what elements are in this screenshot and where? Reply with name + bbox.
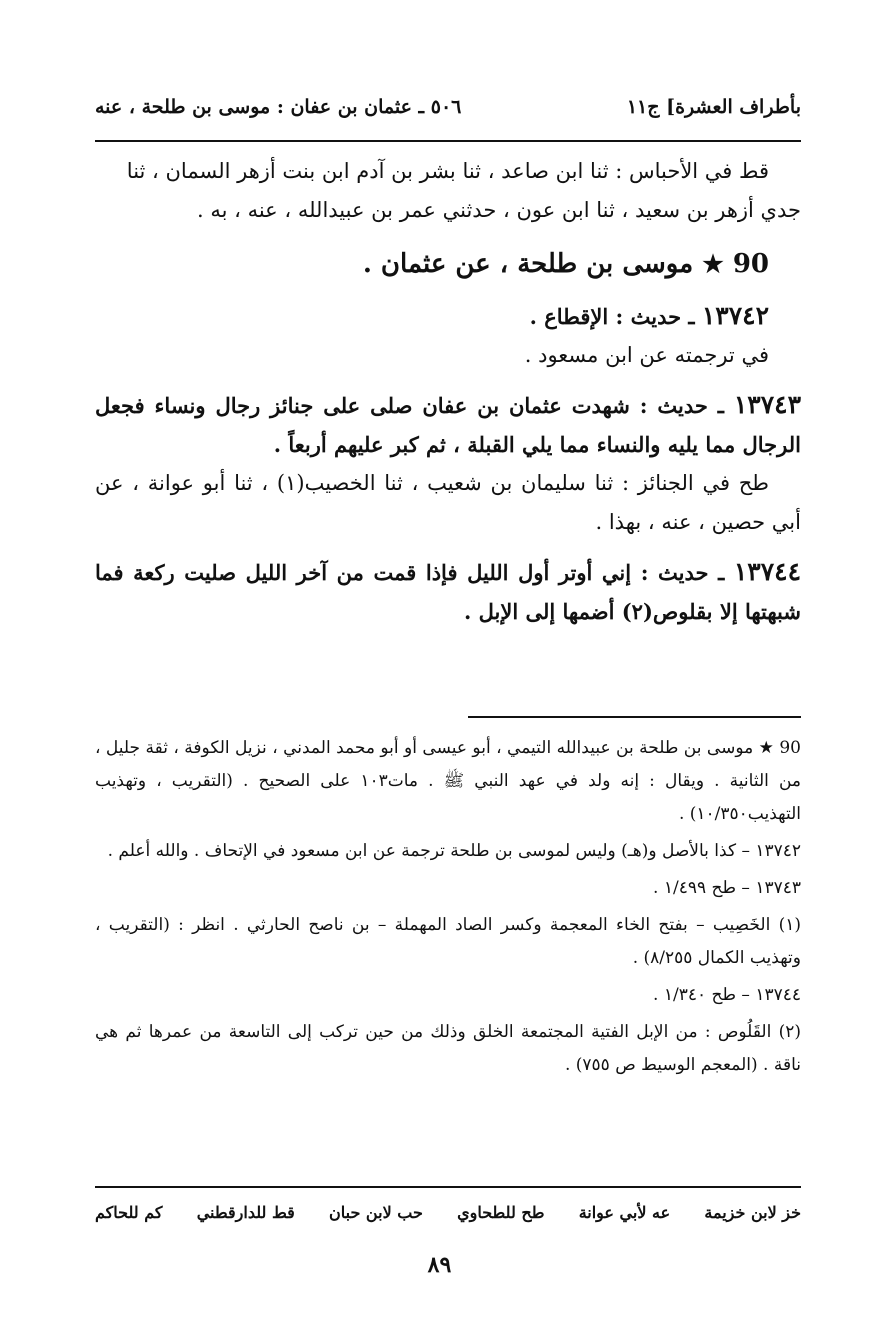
hadith-text: ـ حديث : إني أوتر أول الليل فإذا قمت من آخر الليل صليت ركعة فما شبهتها إلا بقلوص(٢) أضمها إلى الإبل . [95,560,801,624]
abbreviation-item: حب لابن حبان [329,1202,423,1222]
footnote-13742: ١٣٧٤٢ – كذا بالأصل و(هـ) وليس لموسى بن طلحة ترجمة عن ابن مسعود في الإتحاف . والله أعلم . [107,841,801,861]
narrator-number: 90 [732,249,769,279]
footnote-2: (٢) القَلُوص : من الإبل الفتية المجتمعة الخلق وذلك من حين تركب إلى التاسعة من عمرها ثم هي ناقة . (المعجم الوسيط ص ٧٥٥) . [95,1022,801,1075]
hadith-13742 [95,296,801,336]
star-icon: ★ [702,249,724,278]
header-section-title: ٥٠٦ ـ عثمان بن عفان : موسى بن طلحة ، عنه [95,96,462,118]
hadith-13743 [95,385,801,464]
abbreviation-item: خز لابن خزيمة [704,1202,801,1222]
hadith-text: ـ حديث : شهدت عثمان بن عفان صلى على جنائز رجال ونساء فجعل الرجال مما يليه والنساء مما يلي القبلة ، ثم كبر عليهم أربعاً . [95,393,801,457]
hadith-13742-source: في ترجمته عن ابن مسعود . [524,343,769,367]
source-line-1: قط في الأحباس : ثنا ابن صاعد ، ثنا بشر بن آدم ابن بنت أزهر السمان ، ثنا [126,159,769,183]
abbreviation-rule [95,1186,801,1188]
abbreviation-item: كم للحاكم [95,1202,163,1222]
running-header [95,92,801,122]
abbreviation-item: قط للدارقطني [196,1202,295,1222]
hadith-number: ١٣٧٤٢ [701,301,769,330]
header-book-title: بأطراف العشرة] ج١١ [626,96,801,118]
hadith-text: ـ حديث : الإقطاع . [529,304,695,329]
hadith-13744 [95,552,801,631]
hadith-number: ١٣٧٤٤ [733,557,801,586]
abbreviation-item: عه لأبي عوانة [578,1202,671,1222]
abbreviation-item: طح للطحاوي [457,1202,545,1222]
abbreviation-key [95,1196,801,1228]
footnotes [95,732,801,1086]
footnote-13743: ١٣٧٤٣ – طح ١/٤٩٩ . [653,878,801,898]
narrator-heading [95,240,801,288]
narrator-name: موسى بن طلحة ، عن عثمان . [362,249,694,279]
footnote-13744: ١٣٧٤٤ – طح ١/٣٤٠ . [653,985,801,1005]
footnote-narrator: 90 ★ موسى بن طلحة بن عبيدالله التيمي ، أبو عيسى أو أبو محمد المدني ، نزيل الكوفة ، ثقة جليل ، من الثانية . ويقال : إنه ولد في عهد النبي ﷺ . مات١٠٣ على الصحيح . (التقريب ، وتهذيب التهذيب١٠/٣٥٠) . [95,738,801,824]
hadith-13743-source: طح في الجنائز : ثنا سليمان بن شعيب ، ثنا الخصيب(١) ، ثنا أبو عوانة ، عن أبي حصين ، عنه ، بهذا . [95,471,801,534]
main-text [95,152,801,631]
source-line-2: جدي أزهر بن سعيد ، ثنا ابن عون ، حدثني عمر بن عبيدالله ، عنه ، به . [197,198,801,222]
header-rule [95,140,801,142]
page-number: ٨٩ [427,1252,452,1278]
footnote-rule [468,716,801,718]
hadith-number: ١٣٧٤٣ [733,390,801,419]
footnote-1: (١) الخَصِيب – بفتح الخاء المعجمة وكسر الصاد المهملة – بن ناصح الحارثي . انظر : (التقريب ، وتهذيب الكمال ٨/٢٥٥) . [95,915,801,968]
